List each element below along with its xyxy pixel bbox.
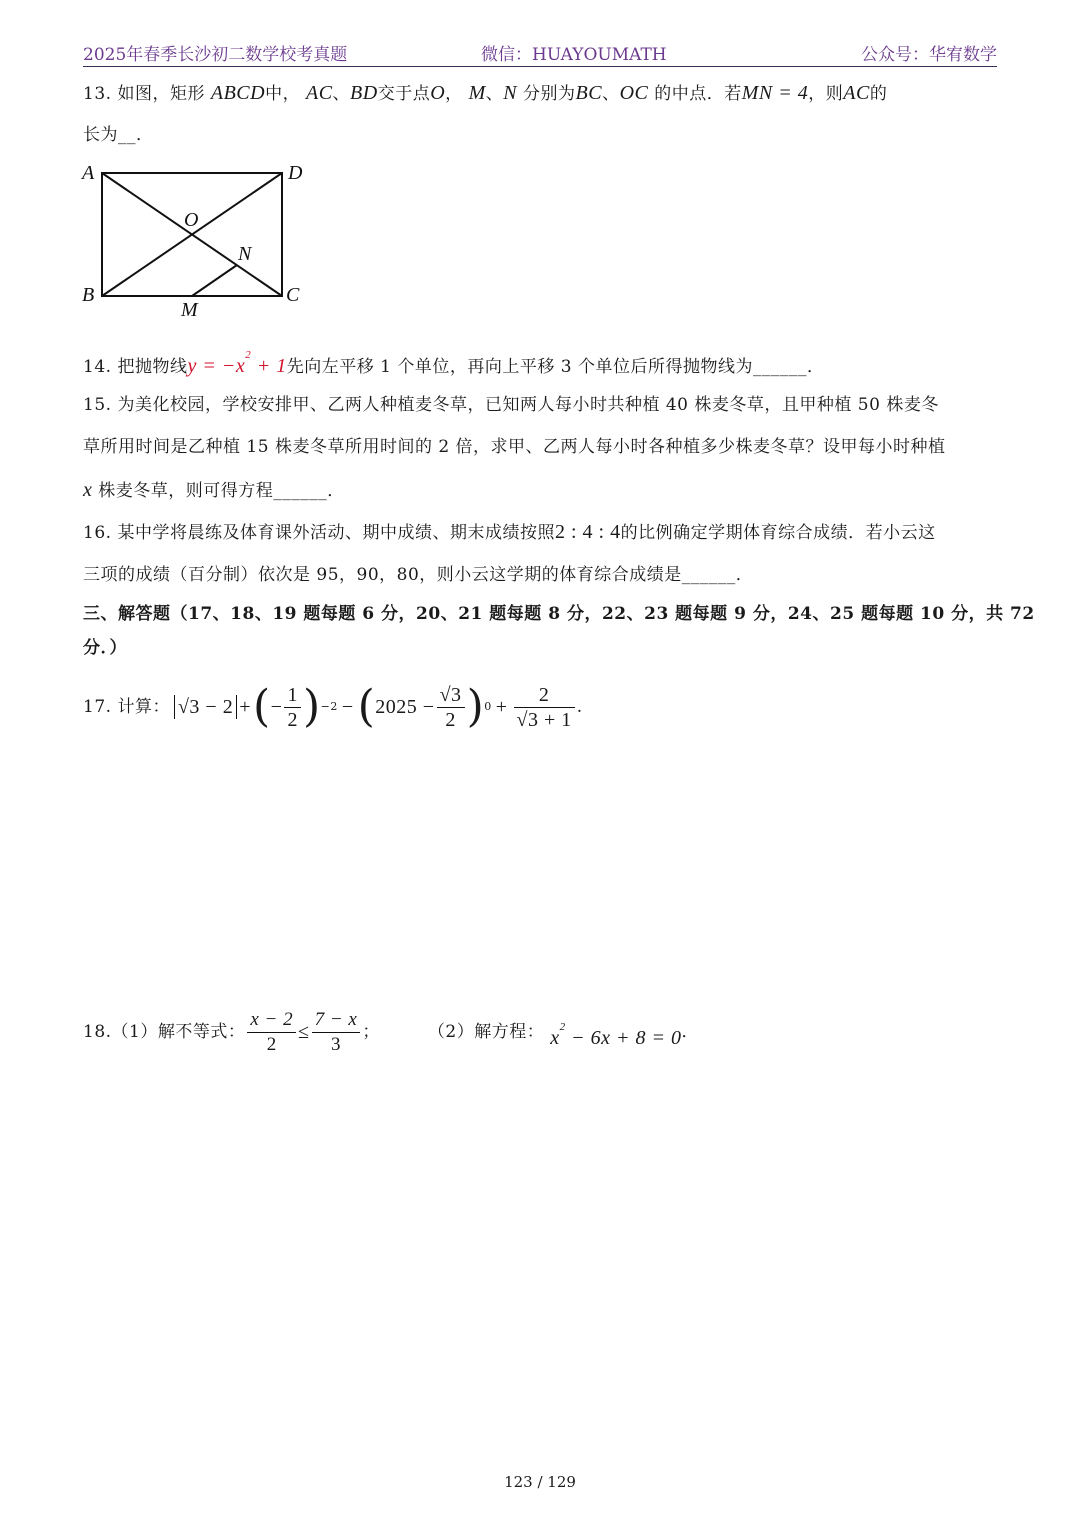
fraction-one-half <box>284 683 301 732</box>
q13-text: ，则 <box>808 84 844 104</box>
q13-var: BD <box>350 82 378 104</box>
q13-text: 的 <box>869 84 888 104</box>
page-header <box>83 38 997 67</box>
label-a: A <box>82 162 95 184</box>
frac-den: 2 <box>445 708 456 731</box>
q13-text: ， <box>445 84 463 104</box>
minus-sign: − <box>270 696 283 718</box>
year-term: 2025 − <box>375 696 435 718</box>
fraction-7-minus-x-over-3 <box>312 1008 361 1057</box>
eq-exponent: 2 <box>559 1020 566 1033</box>
q15-text: 株麦冬草，则可得方程______． <box>92 481 345 501</box>
label-m: M <box>181 299 198 321</box>
formula-main: y = −x <box>187 355 246 377</box>
q13-equation: MN = 4 <box>741 82 809 104</box>
question-number: 13. <box>83 84 112 104</box>
label-d: D <box>288 162 303 184</box>
leq-sign: ≤ <box>298 1021 310 1043</box>
question-number: 14. <box>83 357 112 377</box>
frac-den: 2 <box>287 708 298 731</box>
q14-text: 把抛物线 <box>117 357 188 377</box>
formula-tail: + 1 <box>251 355 287 377</box>
q13-text: 交于点 <box>377 84 431 104</box>
plus-sign: + <box>495 696 508 718</box>
q16-text: 16. 某中学将晨练及体育课外活动、期中成绩、期末成绩按照 <box>83 523 555 543</box>
q17-label: 17. 计算： <box>83 697 170 717</box>
frac-den: 3 <box>330 1033 341 1055</box>
q13-var: ABCD <box>210 82 266 104</box>
header-wechat: 微信：HUAYOUMATH <box>481 45 667 65</box>
q13-text: 、 <box>485 84 504 104</box>
frac-num: 1 <box>284 683 301 708</box>
question-13-line2: 长为__． <box>83 125 154 145</box>
q16-ratio: 2 : 4 : 4 <box>554 521 621 543</box>
q13-text: 中， <box>265 84 301 104</box>
parabola-formula <box>187 349 287 377</box>
question-13-line1 <box>83 81 999 106</box>
q13-text: 、 <box>602 84 620 104</box>
q13-var: M <box>468 82 486 104</box>
label-c: C <box>286 284 300 306</box>
rectangle-diagram <box>78 158 338 323</box>
frac-num: 7 − x <box>312 1008 361 1033</box>
frac-num: x − 2 <box>247 1008 296 1033</box>
q13-text: 、 <box>332 84 351 104</box>
q18-label: 18.（1）解不等式： <box>83 1022 246 1042</box>
q13-var: AC <box>843 82 870 104</box>
label-n: N <box>238 243 252 265</box>
frac-den: 2 <box>266 1033 277 1055</box>
question-16-line2: 三项的成绩（百分制）依次是 95，90，80，则小云这学期的体育综合成绩是______． <box>83 565 754 585</box>
section-3-heading: 三、解答题（17、18、19 题每题 6 分，20、21 题每题 8 分，22、23 题每题 9 分，24、25 题每题 10 分，共 72 <box>83 604 1035 624</box>
q13-var: AC <box>305 82 333 104</box>
section-3-heading-cont: 分．） <box>83 638 127 658</box>
paren-open: ( <box>253 681 271 732</box>
frac-den: √3 + 1 <box>516 708 572 731</box>
paren-close: ) <box>466 681 485 732</box>
q14-text: 先向左平移 1 个单位，再向上平移 3 个单位后所得抛物线为______． <box>286 357 825 377</box>
absolute-value: √3 − 2 <box>174 695 237 719</box>
label-o: O <box>184 209 199 231</box>
question-16-line1 <box>83 520 999 545</box>
q16-text: 的比例确定学期体育综合成绩．若小云这 <box>620 523 936 543</box>
semicolon: ； <box>362 1022 380 1042</box>
paren-open: ( <box>357 681 376 732</box>
label-b: B <box>82 284 95 306</box>
fraction-x-minus-2-over-2 <box>247 1008 296 1057</box>
exponent-zero: 0 <box>484 700 492 713</box>
exponent-neg2: −2 <box>320 700 338 713</box>
page-number: 123 / 129 <box>504 1473 576 1491</box>
period: . <box>576 697 583 717</box>
minus-sign: − <box>341 696 354 718</box>
frac-num: √3 <box>437 683 465 708</box>
q18-part2-label: （2）解方程： <box>427 1022 545 1042</box>
question-17 <box>83 672 999 742</box>
fraction-2-over-sqrt3-plus-1 <box>514 683 575 732</box>
segment-mn <box>192 265 237 296</box>
eq-rest: − 6x + 8 = 0 <box>565 1026 682 1049</box>
q13-var: OC <box>619 82 649 104</box>
question-15-line1: 15. 为美化校园，学校安排甲、乙两人种植麦冬草，已知两人每小时共种植 40 株麦冬草，且甲种植 50 株麦冬 <box>83 395 939 415</box>
header-title: 2025年春季长沙初二数学校考真题 <box>83 45 348 65</box>
header-public-account: 公众号：华宥数学 <box>861 45 997 65</box>
question-15-line2: 草所用时间是乙种植 15 株麦冬草所用时间的 2 倍，求甲、乙两人每小时各种植多少株麦冬草？设甲每小时种植 <box>83 437 946 457</box>
question-18 <box>83 1002 999 1062</box>
fraction-sqrt3-over-2 <box>437 683 465 732</box>
formula-exponent: 2 <box>245 349 252 361</box>
q13-text: 的中点．若 <box>654 84 742 104</box>
q15-var: x <box>83 479 93 501</box>
q13-var: BC <box>575 82 603 104</box>
q13-text: 分别为 <box>523 84 576 104</box>
q13-text: 如图，矩形 <box>117 84 205 104</box>
plus-sign: + <box>239 696 251 718</box>
frac-num: 2 <box>514 683 575 708</box>
quadratic-equation <box>550 1015 681 1050</box>
eq-var: x <box>550 1026 560 1049</box>
question-14 <box>83 343 999 379</box>
q13-var: N <box>503 82 518 104</box>
period: ． <box>681 1022 699 1042</box>
question-15-line3 <box>83 478 999 503</box>
q13-var: O <box>430 82 446 104</box>
paren-close: ) <box>302 681 321 732</box>
